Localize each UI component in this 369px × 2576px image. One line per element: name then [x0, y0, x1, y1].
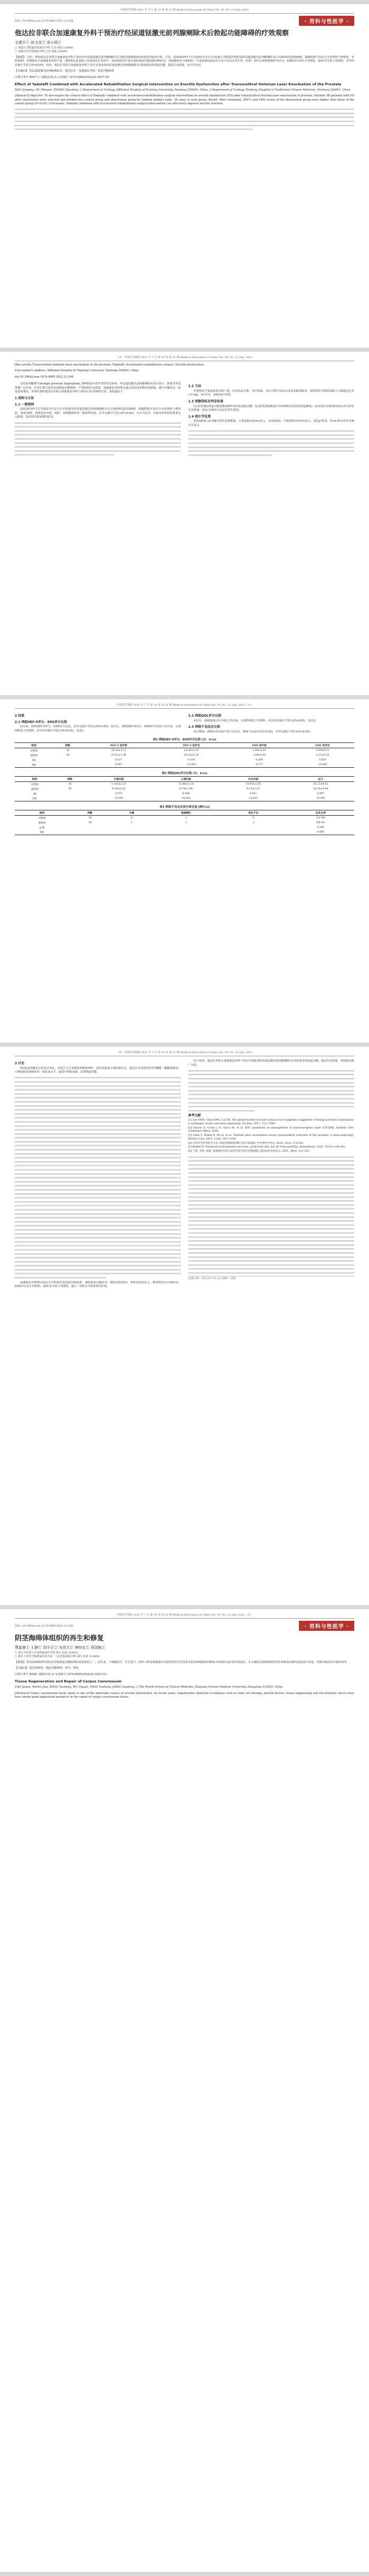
table-header: 社会功能 — [220, 777, 287, 782]
table-cell: 10.92±2.05 — [246, 783, 261, 786]
table-cell: <0.001 — [287, 796, 354, 801]
table-header: EHS 治疗前 — [228, 743, 291, 748]
table-cell: 35.23±4.62 — [313, 783, 328, 786]
section-heading: 3 讨论 — [15, 1062, 25, 1065]
table-cell: 对照组 — [38, 817, 46, 820]
table-cell: 26.25±4.08 — [313, 788, 328, 791]
table-header: 头痛 — [111, 810, 152, 816]
table-cell — [69, 825, 111, 830]
table-cell: 1 — [185, 817, 187, 820]
table-cell: 34 — [66, 749, 70, 752]
paragraph: ED是前列腺术后常见并发症，其发生与手术损伤海绵体神经、血管及患者心理因素有关。他达拉非为选择性5型磷酸二酯酶抑制剂，可增加阴茎海绵体内一氧化氮水平，促进平滑肌松弛，改善勃起功能。 — [15, 1066, 181, 1074]
classification: 中图分类号 R697.3 文献标识码 A 文章编号 1674-4985(2022)21-0017-04 — [15, 75, 109, 79]
table-row — [15, 787, 354, 791]
table-2 — [15, 776, 354, 801]
table-cell: 0.777 — [228, 762, 291, 768]
table-header: 组别 — [15, 810, 69, 816]
table-cell — [53, 758, 83, 762]
table-cell: 8.497 — [317, 792, 325, 796]
paragraph: 采用SPSS 22.0统计软件处理数据，计量资料以(x̄±s)表示，采用t检验；计数资料以率(%)表示，采用χ²检验，P<0.05为差异有统计学意义。 — [188, 420, 354, 427]
table-cell — [152, 825, 220, 830]
doi: DOI: 10.3969/j.issn.1674-4985.2022.21.005 — [15, 1624, 73, 1628]
table-cell: <0.001 — [220, 796, 287, 801]
table-cell: 2.48±0.51 — [316, 749, 329, 752]
table-cell — [220, 830, 287, 835]
table-header: 组别 — [15, 743, 53, 748]
table-cell: 34 — [68, 783, 72, 786]
table-header: 总发生率 — [287, 810, 354, 816]
table-cell: 34 — [68, 788, 72, 791]
left-column — [15, 382, 181, 458]
table-row — [15, 791, 354, 796]
reference-item: [5] Kehlet H. Enhanced postoperative recovery: good from afar, but far from good?[J]. Anaesthesia, 2020, 75(S1): e54-e61. — [188, 1146, 346, 1149]
table-row — [15, 758, 354, 762]
table-3 — [15, 810, 354, 835]
doi-en: doi:10.3969/j.issn.1674-4985.2022.21.004 — [15, 375, 74, 379]
table-cell — [55, 791, 85, 796]
article-title: 阴茎海绵体组织的再生和修复 — [15, 1634, 104, 1642]
authors-en: CAO Jiahao, WANG Jing, ZHOU Yuzheng, WU Yiyuan, TANG Youhong, JIANG Guodong. 1.The Fourth School of Clinical Medicine, Zhejiang Chinese Medical University, Hangzhou 310053, China — [15, 1686, 283, 1689]
table-cell: 10.25±2.13 — [111, 749, 127, 752]
received-date: (收稿日期：2022-03-15) (本文编辑：田婧) — [188, 1276, 354, 1281]
table-cell: <0.001 — [291, 762, 354, 768]
table-row — [15, 825, 354, 830]
table-cell: 6.334 — [188, 759, 195, 762]
table-cell: 3.21±0.56 — [316, 754, 329, 757]
table-1 — [15, 742, 354, 768]
subsection-heading: 1.1 一般资料 — [15, 402, 34, 407]
affiliation-2: ② 南通市中医院泌尿外科 江苏 南通 226001 — [15, 50, 68, 53]
left-column — [15, 1059, 181, 1290]
page-4 — [0, 1047, 369, 1605]
table-header: 组别 — [15, 777, 55, 782]
table-row — [15, 753, 354, 758]
page-1 — [0, 4, 369, 348]
table-3-caption: 表3 两组不良反应发生率比较 [例(%)] — [159, 806, 210, 809]
table-cell: 0.284 — [256, 759, 263, 762]
table-header: 例数 — [53, 743, 83, 748]
reference-item: [4] 中华医学会男科学分会. 勃起功能障碍诊断与治疗指南[J]. 中华男科学杂志, 2016, 22(3): 276-282. — [188, 1142, 304, 1145]
table-row — [15, 796, 354, 801]
table-cell: 观察组 — [31, 788, 39, 791]
table-1-caption: 表1 两组IIEF-5评分、EHS评分比较 (分，x̄±s) — [153, 738, 216, 742]
authors: 毛建平① 徐文彦② 章小明① — [15, 41, 62, 45]
page-3 — [0, 699, 369, 1043]
table-cell: 14.36±2.52 — [183, 749, 199, 752]
running-header: 中国医学创新 2022 年 7 月 第 19 卷 第 21 期 Medical Innovation of China Vol. 19, No. 21 July, 2022 — [15, 8, 354, 14]
table-header: 生理功能 — [85, 777, 152, 782]
table-cell: 34 — [88, 821, 92, 825]
table-cell: 0.606 — [287, 830, 354, 835]
section-banner: · 男科与性医学 · — [299, 1621, 354, 1631]
table-cell: 0 — [131, 817, 133, 820]
table-cell: 1 — [253, 821, 255, 825]
table-cell: 0.266 — [317, 826, 325, 829]
paragraph: 治疗期间，两组均未出现严重不良反应，两组不良反应发生率比较，差异无统计学意义(P>0.05)。 — [193, 730, 313, 734]
table-cell: t值 — [32, 759, 36, 762]
table-header: EHS 治疗后 — [291, 743, 354, 748]
table-cell — [53, 762, 83, 768]
abstract-cn: 【摘要】 目的：观察他达拉非联合加速康复外科干预治疗经尿道铥激光前列腺剜除术后勃起功能障碍(ED)患者的临床疗效。方法：选取2019年1月至2021年12月在南通大学附属医院接受经尿道铥激光前列腺剜除术后出现ED的患者68例，按随机数字表法分为对照组与观察组，每组34例。对照组给予加速康复外科干预，观察组在此基础上加用他达拉非治疗，比较两组治疗前后国际勃起功能指数(IIEF-5)、勃起硬度评分(EHS)、生活质量(QOL)评分及不良反应发生率。结果：治疗后观察组IIEF-5评分、EHS评分均高于对照组，QOL评分低于对照组，差异均有统计学意义(P<0.05)。结论：他达拉非联合加速康复外科干预可有效改善经尿道铥激光前列腺剜除术后ED患者的勃起功能，提高生活质量，安全性良好。 — [15, 56, 354, 67]
left-column — [15, 712, 181, 735]
subsection-heading: 2.2 两组QOL评分比较 — [188, 714, 221, 718]
subsection-heading: 2.3 两组不良反应比较 — [188, 725, 220, 729]
table-header: 心理功能 — [152, 777, 220, 782]
paragraph: 加速康复外科理念通过多学科协作优化围术期处理，减轻患者应激反应，缩短住院时间。本研究结果显示，观察组治疗后IIEF-5、EHS评分高于对照组，QOL评分低于对照组，提示二者联合可发挥协同作用。 — [15, 1281, 181, 1289]
table-cell: 1 — [185, 821, 187, 825]
table-cell — [220, 825, 287, 830]
right-column — [188, 712, 354, 735]
subsection-heading: 1.4 统计学处理 — [188, 414, 211, 419]
reference-item: [1] Lee SWH, Chan EMC, Lai YK. The global burden of lower urinary tract symptoms suggestive of benign prostatic hyperplasia: a systematic review and meta-analysis[J]. Sci Rep, 2017, 7(1): 7984. — [188, 1118, 354, 1125]
table-cell: 1.89±0.45 — [253, 754, 266, 757]
table-cell: 对照组 — [30, 750, 38, 753]
table-row — [15, 762, 354, 768]
table-cell: 0.117 — [115, 759, 122, 762]
running-header: · 18 · 中国医学创新 2022 年 7 月 第 19 卷 第 21 期 Medical Innovation of China Vol. 19, No. 21 July, 2022 — [15, 356, 354, 361]
paragraph: 综上所述，他达拉非联合加速康复外科干预可有效改善经尿道铥激光前列腺剜除术后ED患者的勃起功能，提高生活质量，值得临床推广应用。 — [188, 1059, 354, 1067]
table-cell: <0.001 — [85, 796, 152, 801]
table-header: 消化不良 — [220, 810, 287, 816]
first-author-address: First-author's address: Affiliated Hospital of Nantong University, Nantong 226000, China — [15, 369, 139, 373]
table-header: 面部潮红 — [152, 810, 220, 816]
subsection-heading: 2.1 两组IIEF-5评分、EHS评分比较 — [15, 720, 67, 724]
table-header: 例数 — [69, 810, 111, 816]
table-cell: 1(2.94) — [316, 817, 325, 820]
abstract-cn: 【摘要】 阴茎海绵体组织损伤是导致勃起功能障碍的重要原因之一。近年来，干细胞治疗、生长因子、组织工程及低能量冲击波等再生医学技术在阴茎海绵体组织修复中展现出良好的应用前景。本文就阴茎海绵体组织再生和修复的研究进展进行综述，以期为临床治疗提供参考。 — [15, 1661, 349, 1664]
table-cell: P值 — [15, 762, 53, 768]
table-cell — [55, 796, 85, 801]
subsection-heading: 1.3 观察指标及判定标准 — [188, 400, 224, 403]
paragraph: 治疗后，两组QOL评分均低于治疗前，且观察组低于对照组，差异均有统计学意义(P<0.05)，见表2。 — [193, 719, 318, 722]
page-2 — [0, 352, 369, 695]
paragraph: 治疗前，两组IIEF-5评分、EHS评分比较，差异无统计学意义(P>0.05)；治疗后，两组IIEF-5评分、EHS评分均高于治疗前，且观察组高于对照组，差异均有统计学意义(P<0.05)，见表1。 — [15, 725, 181, 732]
table-cell: χ²值 — [39, 827, 45, 830]
keywords-cn: 【关键词】 经尿道铥激光前列腺剜除术；他达拉非；加速康复外科；勃起功能障碍 — [15, 70, 114, 73]
table-cell: 0 — [253, 817, 255, 820]
doi: DOI: 10.3969/j.issn.1674-4985.2022.21.004 — [15, 19, 73, 23]
table-header: 总分 — [287, 777, 354, 782]
table-cell: 观察组 — [30, 755, 38, 758]
table-2-caption: 表2 两组QOL评分比较 (分，x̄±s) — [161, 772, 208, 776]
table-row — [15, 830, 354, 835]
right-column — [188, 1059, 354, 1290]
references-list — [188, 1119, 354, 1154]
table-header: 例数 — [55, 777, 85, 782]
paragraph: 选取2019年1月至2021年12月在本院接受经尿道铥激光前列腺剜除术后出现ED的患者68例，按随机数字表法分为对照组与观察组，每组34例。两组患者年龄、病程、前列腺体积等一般资料比较，差异无统计学意义(P>0.05)，具有可比性。本研究经医院伦理委员会批准，患者均签署知情同意书。 — [15, 408, 181, 419]
table-cell — [111, 830, 152, 835]
classification: 中图分类号 R698 文献标识码 A 文章编号 1674-4985(2022)21-0021-05 — [15, 1672, 106, 1676]
abstract-en: [Abstract] Corpus cavernosum tissue injury is one of the important causes of erectile dysfunction. In recent years, regenerative medicine techniques such as stem cell therapy, growth factors, tissue engineering and low-intensity shock wave have shown good application prospects in the repair of corpus cavernosum tissue. — [15, 1691, 354, 1699]
table-cell: 3(8.82) — [316, 821, 325, 825]
table-row — [15, 782, 354, 787]
page-5 — [0, 1609, 369, 2572]
table-cell: 12.45±2.31 — [111, 783, 127, 786]
section-heading: 2 结果 — [15, 714, 25, 718]
table-cell: 9.36±2.02 — [112, 788, 125, 791]
table-cell: 5.821 — [249, 792, 257, 796]
table-cell — [152, 830, 220, 835]
table-cell: <0.001 — [155, 762, 228, 768]
title-en: Effect of Tadalafil Combined with Accelerated Rehabilitation Surgical Intervention on Erectile Dysfunction after Transurethral Holmium Laser Enucleation of the Prostate — [15, 82, 342, 87]
table-cell: 1 — [131, 821, 133, 825]
article-title: 他达拉非联合加速康复外科干预治疗经尿道铥激光前列腺剜除术后勃起功能障碍的疗效观察 — [15, 29, 289, 37]
subsection-heading: 1.2 方法 — [188, 384, 201, 389]
reference-item: [2] Gravas S, Cornu J N, Gacci M, et al. EAU guidelines on management of non-neurogenic male LUTS[M]. Arnhem: EAU Guidelines Office, 2020. — [188, 1126, 354, 1133]
table-cell: <0.001 — [152, 796, 220, 801]
table-cell: 对照组 — [31, 784, 39, 787]
body-text-placeholder — [15, 108, 354, 130]
table-cell — [111, 825, 152, 830]
authors-en: MAO Jianping, XU Wenyan, ZHANG Xiaoming. 1.Department of Urology, Affiliated Hospital of Nantong University, Nantong 226000, China; 2.Department of Urology, Nantong Hospital of Traditional Chinese Medicine, Nantong 226001, China — [15, 88, 351, 92]
affiliation-2: ② 浙江大学医学院附属杭州市第一人民医院泌尿外科 浙江 杭州 310006 — [15, 1655, 100, 1658]
running-header: · 20 · 中国医学创新 2022 年 7 月 第 19 卷 第 21 期 Medical Innovation of China Vol. 19, No. 21 July, 2022 — [15, 1051, 354, 1056]
affiliation-1: ① 浙江中医药大学第四临床医学院 浙江 杭州 310053 — [15, 1651, 79, 1654]
table-cell: P值 — [15, 796, 55, 801]
table-cell: P值 — [15, 830, 69, 835]
table-cell: 18.42±2.76 — [183, 754, 199, 757]
table-cell: 11.86±2.14 — [178, 783, 194, 786]
running-header: 中国医学创新 2022 年 7 月 第 19 卷 第 21 期 Medical Innovation of China Vol. 19, No. 21 July, 2022 · 21 · — [15, 1613, 354, 1619]
authors: 曹嘉豪① 王静① 周宇正② 吴奕元① 唐幼宏① 蒋国栋① — [15, 1646, 106, 1650]
references-heading: 参考文献 — [188, 1114, 201, 1118]
title-en: Tissue Regeneration and Repair of Corpus Cavernosum — [15, 1679, 122, 1684]
table-header: IIEF-5 治疗前 — [82, 743, 155, 748]
table-cell: 10.31±2.08 — [111, 754, 127, 757]
reference-item: [6] 王凯, 李明, 张强. 加速康复外科在泌尿外科中的应用进展[J]. 临床泌尿外科杂志, 2021, 36(4): 321-325. — [188, 1150, 310, 1153]
section-heading: 1 资料与方法 — [15, 397, 34, 400]
paragraph: (1)采用国际勃起功能指数(IIEF-5)评估勃起功能；(2)采用勃起硬度评分(EHS)评估阴茎勃起硬度；(3)采用生活质量(QOL)评分评估生活质量；(4)记录两组不良反应发生情况。 — [188, 404, 354, 412]
table-cell: 0.907 — [82, 762, 155, 768]
abstract-en: [Abstract] Objective: To investigate the clinical effect of Tadalafil combined with accelerated rehabilitation surgical intervention on erectile dysfunction (ED) after transurethral thulium laser enucleation of prostate. Method: 68 patients with ED after enucleation were selected and divided into control group and observation group by random number table, 34 cases in each group. Result: After treatment, IIEF-5 and EHS scores of the observation group were higher than those of the control group (P<0.05). Conclusion: Tadalafil combined with accelerated rehabilitation surgical intervention can effectively improve erectile function. — [15, 94, 354, 106]
table-row — [15, 820, 354, 825]
table-cell — [69, 830, 111, 835]
table-cell: 34 — [66, 754, 70, 757]
table-row — [15, 748, 354, 754]
table-header: IIEF-5 治疗后 — [155, 743, 228, 748]
table-cell: 8.74±1.96 — [179, 788, 193, 791]
table-cell: 6.268 — [182, 792, 190, 796]
affiliation-1: ① 南通大学附属医院泌尿外科 江苏 南通 226000 — [15, 46, 73, 49]
keywords-en: [Key words] Transurethral holmium laser enucleation of the prostate; Tadalafil; Accelerated rehabilitation surgery; Erectile dysfunction — [15, 363, 203, 366]
table-cell: t值 — [33, 793, 37, 796]
table-cell: 1.86±0.42 — [253, 749, 266, 752]
paragraph: 对照组给予加速康复外科干预，包括术前宣教、术中保温、术后早期下床活动及盆底肌训练等。观察组在对照组基础上口服他达拉非片5 mg，每日1次，连续治疗12周。 — [188, 389, 354, 397]
table-cell: 观察组 — [38, 822, 46, 825]
table-row — [15, 816, 354, 821]
table-cell: 8.15±1.87 — [246, 788, 260, 791]
reference-item: [3] Chen Y, Zhang X, Hu K, et al. Thulium laser enucleation versus transurethral resection of the prostate: a meta-analysis[J]. World J Urol, 2019, 37(6): 1027-1036. — [188, 1134, 354, 1141]
table-cell: 34 — [88, 817, 92, 820]
keywords-cn: 【关键词】 阴茎海绵体；勃起功能障碍；再生；修复 — [15, 1667, 79, 1670]
table-cell: 5.620 — [319, 759, 326, 762]
intro-paragraph: 良性前列腺增生(benign prostatic hyperplasia, BPH)是中老年男性常见疾病，经尿道铥激光前列腺剜除术因出血少、恢复快等优势被广泛应用，但术后部分患者出现勃起功能障碍，严重影响生活质量。加速康复外科理念通过优化围术期处理措施，减少应激反应，促进患者康复。本研究观察他达拉非联合加速康复外科干预治疗术后ED的疗效，现报道如下。 — [15, 382, 181, 394]
right-column — [188, 382, 354, 458]
running-header: 中国医学创新 2022 年 7 月 第 19 卷 第 21 期 Medical Innovation of China Vol. 19, No. 21 July, 2022 · 19 · — [15, 704, 354, 709]
table-cell: 5.873 — [115, 792, 123, 796]
section-banner: · 男科与性医学 · — [299, 16, 354, 26]
